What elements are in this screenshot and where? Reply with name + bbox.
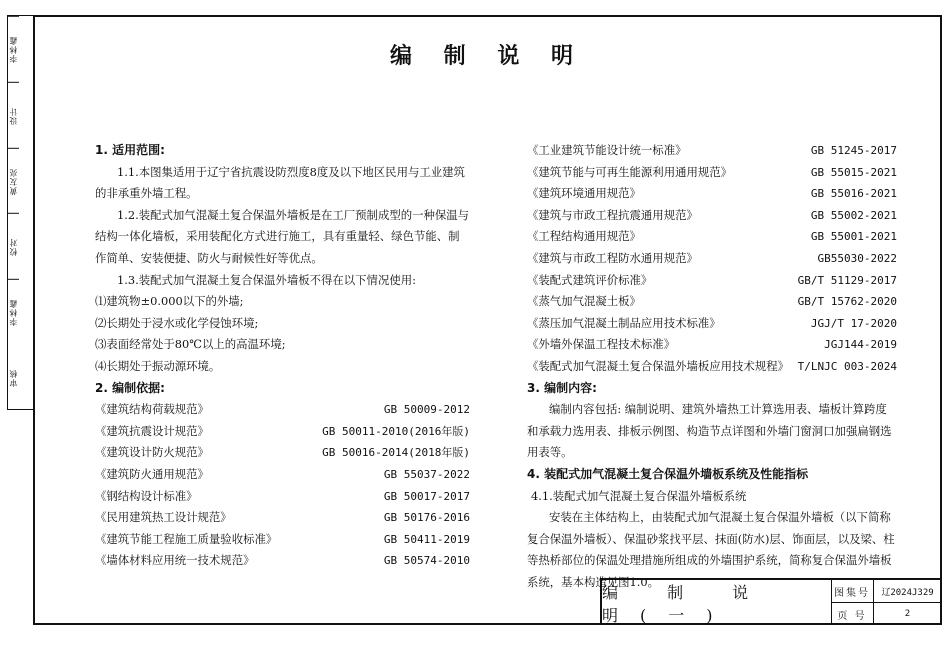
ref-row [527, 291, 897, 313]
atlas-number: 辽2024J329 [873, 580, 942, 603]
ref-row [527, 270, 897, 292]
case-item: ⑷长期处于振动源环境。 [95, 358, 221, 373]
ref-code: GB 55015-2021 [810, 165, 897, 179]
ref-name: 《建筑与市政工程抗震通用规范》 [527, 207, 698, 222]
right-column [527, 140, 897, 593]
ref-code: GB 50411-2019 [383, 532, 470, 546]
page-number: 2 [904, 609, 911, 619]
ref-code: GB 50017-2017 [383, 489, 470, 503]
ref-code: JGJ144-2019 [824, 338, 897, 352]
ref-code: GB 55002-2021 [810, 208, 897, 222]
strip-cell: 黄友亮 [8, 148, 19, 214]
case-item: ⑴建筑物±0.000以下的外墙; [95, 294, 244, 309]
page-number-label: 页 号 [831, 603, 874, 625]
ref-row [95, 507, 470, 529]
ref-code: GB 51245-2017 [810, 144, 897, 157]
case-item: ⑶表面经常处于80℃以上的高温环境; [95, 337, 286, 352]
ref-code: GB 55037-2022 [383, 467, 470, 481]
ref-name: 《外墙外保温工程技术标准》 [527, 337, 676, 352]
signature-strip [7, 15, 33, 410]
strip-cell: 审核 [9, 368, 18, 387]
ref-row [527, 313, 897, 335]
ref-code: GB55030-2022 [817, 251, 897, 265]
ref-code: GB 50016-2014(2018年版) [322, 446, 470, 460]
ref-row [527, 140, 897, 162]
ref-name: 《建筑防火通用规范》 [95, 466, 209, 481]
ref-code: JGJ/T 17-2020 [810, 316, 897, 330]
ref-name: 《建筑节能与可再生能源利用通用规范》 [527, 164, 733, 179]
ref-code: GB 50011-2010(2016年版) [322, 424, 470, 438]
ref-row [95, 486, 470, 508]
section-4-1: 4.1.装配式加气混凝土复合保温外墙板系统 [531, 488, 747, 503]
ref-row [95, 464, 470, 486]
ref-name: 《工程结构通用规范》 [527, 229, 641, 244]
ref-row [95, 529, 470, 551]
strip-cell: 设计 [8, 82, 19, 148]
ref-name: 《建筑结构荷载规范》 [95, 402, 209, 417]
ref-name: 《蒸气加气混凝土板》 [527, 294, 641, 309]
ref-code: GB/T 15762-2020 [797, 295, 897, 309]
ref-code: GB 55016-2021 [810, 187, 897, 201]
ref-row [527, 334, 897, 356]
section-1-1: 1.1.本图集适用于辽宁省抗震设防烈度8度及以下地区民用与工业建筑的非承重外墙工程。 [95, 164, 465, 201]
title-block [600, 578, 942, 625]
section-3-content: 编制内容包括: 编制说明、建筑外墙热工计算选用表、墙板计算跨度和承载力选用表、排板示例图、构造节点详图和外墙门窗洞口加强扁钢选用表等。 [527, 402, 892, 460]
ref-name: 《装配式加气混凝土复合保温外墙板应用技术规程》 [527, 358, 789, 373]
ref-name: 《建筑设计防火规范》 [95, 445, 209, 460]
strip-cell: 李林鑫 [8, 16, 19, 82]
page-title: 编 制 说 明 [390, 44, 585, 69]
ref-name: 《建筑抗震设计规范》 [95, 423, 209, 438]
ref-row [527, 226, 897, 248]
ref-name: 《建筑环境通用规范》 [527, 186, 641, 201]
ref-name: 《墙体材料应用统一技术规范》 [95, 553, 255, 568]
left-column [95, 140, 470, 572]
ref-row [95, 399, 470, 421]
ref-row [95, 550, 470, 572]
section-3-heading: 3. 编制内容: [527, 380, 597, 395]
ref-row [527, 356, 897, 378]
strip-cell: 校对 [8, 213, 19, 279]
section-4-heading: 4. 装配式加气混凝土复合保温外墙板系统及性能指标 [527, 466, 809, 481]
atlas-number-label: 图集号 [831, 580, 874, 603]
ref-code: GB 55001-2021 [810, 230, 897, 244]
ref-name: 《民用建筑热工设计规范》 [95, 510, 232, 525]
case-item: ⑵长期处于浸水或化学侵蚀环境; [95, 315, 259, 330]
ref-name: 《装配式建筑评价标准》 [527, 272, 653, 287]
ref-row [527, 183, 897, 205]
ref-name: 《蒸压加气混凝土制品应用技术标准》 [527, 315, 721, 330]
ref-name: 《建筑节能工程施工质量验收标准》 [95, 531, 278, 546]
section-1-3: 1.3.装配式加气混凝土复合保温外墙板不得在以下情况使用: [117, 272, 416, 287]
section-1-heading: 1. 适用范围: [95, 143, 165, 157]
ref-code: GB 50009-2012 [383, 403, 470, 417]
ref-code: GB 50176-2016 [383, 511, 470, 525]
section-2-heading: 2. 编制依据: [95, 380, 165, 395]
ref-code: GB 50574-2010 [383, 554, 470, 568]
ref-row [527, 205, 897, 227]
ref-row [527, 248, 897, 270]
ref-code: T/LNJC 003-2024 [797, 359, 897, 373]
ref-row [95, 442, 470, 464]
title-block-name: 编 制 说 明(一) [602, 580, 832, 625]
ref-name: 《工业建筑节能设计统一标准》 [527, 143, 687, 157]
ref-name: 《钢结构设计标准》 [95, 488, 198, 503]
ref-code: GB/T 51129-2017 [797, 273, 897, 287]
ref-row [95, 421, 470, 443]
section-4-1-content: 安装在主体结构上，由装配式加气混凝土复合保温外墙板（以下简称复合保温外墙板）、保温砂浆找平层、抹面(防水)层、饰面层，以及梁、柱等热桥部位的保温处理措施所组成的外墙围护系统，简称复合保温外墙板系统，基本构造见图1.0。 [527, 510, 895, 589]
ref-name: 《建筑与市政工程防水通用规范》 [527, 250, 698, 265]
strip-cell: 李林鑫 [8, 279, 19, 345]
ref-row [527, 162, 897, 184]
section-1-2: 1.2.装配式加气混凝土复合保温外墙板是在工厂预制成型的一种保温与结构一体化墙板，采用装配化方式进行施工，具有重量轻、绿色节能、制作简单、安装便捷、防火与耐候性好等优点。 [95, 207, 470, 265]
